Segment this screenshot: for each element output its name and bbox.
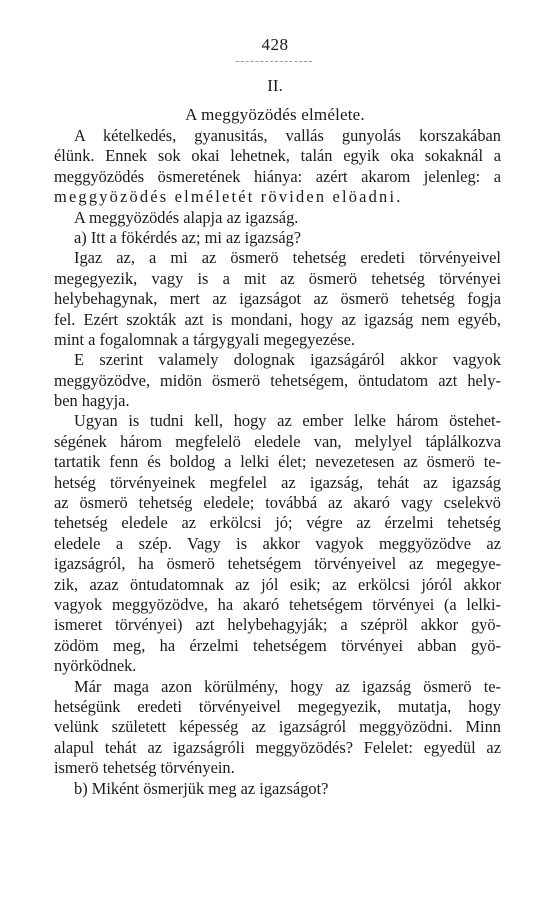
- text-line: eledele a szép. Vagy is akkor vagyok meggyözödve az: [54, 533, 501, 553]
- text-line: A meggyözödés alapja az igazság.: [74, 207, 299, 227]
- text-line: megegyezik, vagy is a mit az ösmerö tehetség törvényei: [54, 268, 501, 288]
- text-line: élünk. Ennek sok okai lehetnek, talán egyik oka sokaknál a: [54, 146, 501, 166]
- subsection-heading-b: b) Miként ösmerjük meg az igazságot?: [74, 778, 329, 798]
- text-line: ismerö tehetség törvényein.: [54, 758, 235, 778]
- text-line: meggyözödés elméletét röviden elöadni.: [54, 187, 403, 207]
- text-line: alapul tehát az igazságróli meggyözödés? Felelet: egyedül az: [54, 737, 501, 757]
- text-line: tehetség eledele az erkölcsi jó; végre az érzelmi tehetség: [54, 513, 501, 533]
- text-line: az ösmerö tehetség eledele; továbbá az akaró vagy cselekvö: [54, 493, 501, 513]
- text-line: fel. Ezért szokták azt is mondani, hogy az igazság nem egyéb,: [54, 309, 501, 329]
- text-line: Igaz az, a mi az ösmerö tehetség eredeti törvényeivel: [74, 248, 501, 268]
- text-line: A kételkedés, gyanusitás, vallás gunyolás korszakában: [74, 126, 501, 145]
- text-line: zödöm meg, ha érzelmi tehetségem törvényei abban gyö-: [54, 635, 501, 655]
- text-line: ségének három megfelelö eledele van, melylyel táplálkozva: [54, 431, 501, 451]
- page-number-rule: [236, 61, 312, 62]
- text-line: vagyok meggyözödve, ha akaró tehetségem törvényei (a lelki-: [54, 594, 501, 614]
- text-line: Már maga azon körülmény, hogy az igazság ösmerö te-: [74, 676, 501, 696]
- section-title: A meggyözödés elmélete.: [185, 105, 365, 124]
- text-line: tartatik fenn és boldog a lelki élet; nevezetesen az ösmerö te-: [54, 452, 501, 472]
- body-text: [54, 126, 501, 799]
- text-line: Ugyan is tudni kell, hogy az ember lelke három östehet-: [74, 411, 501, 431]
- text-line: igazságról, ha ösmerö tehetségem törvényeivel az megegye-: [54, 554, 501, 574]
- text-line: meggyözödve, midön ösmerö tehetségem, öntudatom azt hely-: [54, 370, 501, 390]
- text-line: nyörködnek.: [54, 656, 137, 676]
- text-line: E szerint valamely dolognak igazságáról akkor vagyok: [74, 350, 501, 370]
- text-line: mint a fogalomnak a tárgygyali megegyezése.: [54, 329, 355, 349]
- text-line: ben hagyja.: [54, 391, 130, 411]
- text-line: hetségünk eredeti törvényeivel megegyezik, mutatja, hogy: [54, 696, 501, 716]
- text-line: helybehagynak, mert az igazságot az ösmerö tehetség fogja: [54, 289, 501, 309]
- page-number: 428: [261, 35, 289, 54]
- text-line: zik, azaz öntudatomnak az jól esik; az erkölcsi jóról akkor: [54, 574, 501, 594]
- section-numeral: II.: [267, 76, 283, 95]
- text-line: velünk született képesség az igazságról meggyözödni. Minn: [54, 717, 501, 737]
- text-line: ismeret törvényei) azt helybehagyják; a szépröl akkor gyö-: [54, 615, 501, 635]
- text-line: meggyözödés ösmeretének hiánya: azért akarom jelenleg: a: [54, 166, 501, 186]
- subsection-heading-a: a) Itt a fökérdés az; mi az igazság?: [74, 227, 302, 247]
- text-line: hetség törvényeinek megfelel az igazság, tehát az igazság: [54, 472, 501, 492]
